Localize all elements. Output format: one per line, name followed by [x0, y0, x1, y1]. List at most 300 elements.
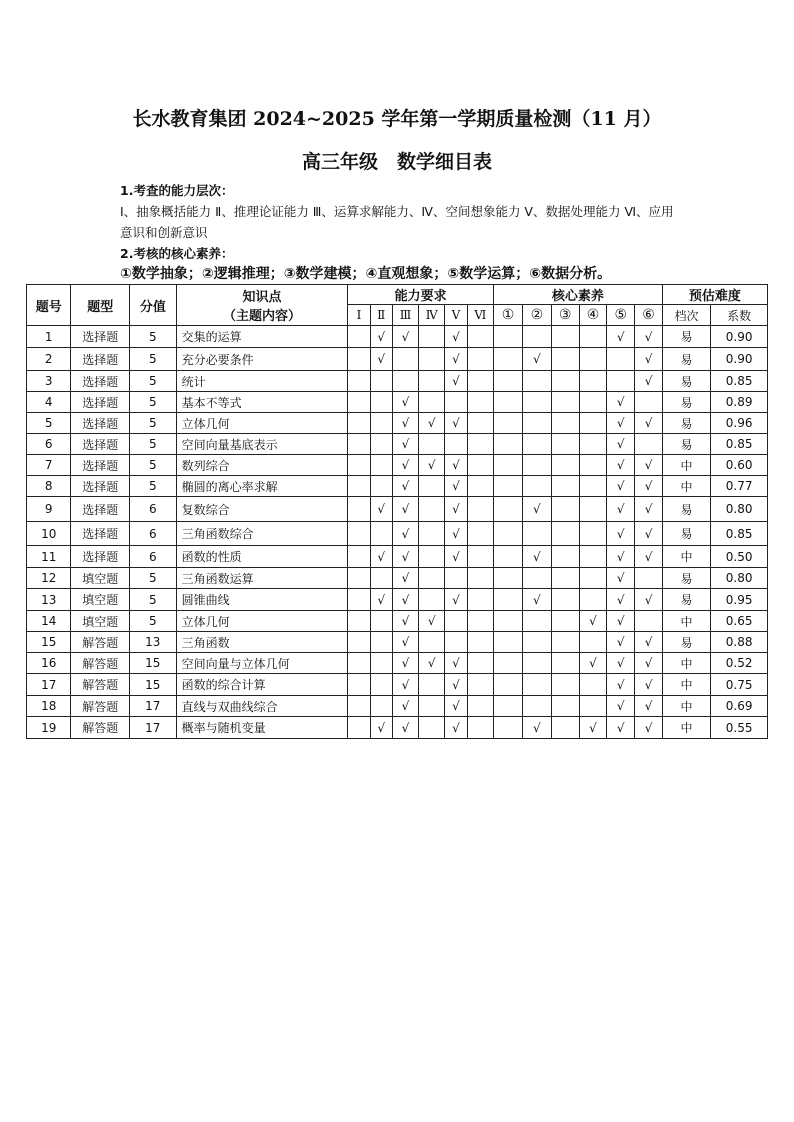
cell-ability-1: [348, 611, 370, 632]
cell-coef: 0.90: [711, 348, 768, 371]
table-row: [27, 476, 768, 497]
cell-literacy-6: √: [635, 348, 662, 371]
cell-literacy-2: [523, 455, 551, 476]
cell-literacy-4: [579, 497, 606, 522]
cell-type: 选择题: [71, 326, 130, 348]
cell-literacy-5: √: [607, 413, 635, 434]
header-literacy-2: ②: [523, 305, 551, 326]
cell-ability-1: [348, 632, 370, 653]
header-ability-4: Ⅳ: [419, 305, 445, 326]
cell-literacy-4: [579, 674, 606, 696]
cell-literacy-4: [579, 522, 606, 546]
cell-topic: 函数的性质: [176, 546, 348, 568]
table-row: [27, 674, 768, 696]
cell-level: 中: [662, 455, 711, 476]
cell-ability-1: [348, 392, 370, 413]
header-literacy-5: ⑤: [607, 305, 635, 326]
cell-coef: 0.75: [711, 674, 768, 696]
cell-literacy-2: [523, 696, 551, 717]
cell-literacy-5: √: [607, 546, 635, 568]
cell-ability-1: [348, 546, 370, 568]
cell-literacy-1: [493, 611, 522, 632]
cell-ability-3: √: [392, 717, 418, 739]
cell-literacy-6: √: [635, 696, 662, 717]
cell-type: 解答题: [71, 632, 130, 653]
cell-ability-2: √: [370, 497, 392, 522]
header-literacy: 核心素养: [493, 285, 662, 305]
cell-literacy-4: [579, 348, 606, 371]
cell-ability-4: [419, 589, 445, 611]
cell-ability-5: [445, 611, 467, 632]
cell-literacy-2: [523, 522, 551, 546]
cell-ability-1: [348, 653, 370, 674]
cell-literacy-6: √: [635, 371, 662, 392]
document-title: 长水教育集团 2024~2025 学年第一学期质量检测（11 月）: [132, 108, 662, 130]
cell-literacy-2: [523, 653, 551, 674]
cell-ability-2: [370, 674, 392, 696]
cell-ability-6: [467, 653, 493, 674]
cell-ability-3: √: [392, 476, 418, 497]
cell-literacy-2: [523, 674, 551, 696]
cell-type: 填空题: [71, 611, 130, 632]
table-row: [27, 392, 768, 413]
cell-literacy-5: √: [607, 522, 635, 546]
cell-ability-5: √: [445, 589, 467, 611]
cell-score: 5: [130, 434, 176, 455]
cell-ability-5: [445, 434, 467, 455]
header-knowledge-line1: 知识点: [242, 290, 282, 305]
cell-no: 15: [27, 632, 71, 653]
table-row: [27, 413, 768, 434]
cell-literacy-2: [523, 632, 551, 653]
cell-no: 13: [27, 589, 71, 611]
cell-ability-5: √: [445, 371, 467, 392]
cell-literacy-3: [551, 546, 579, 568]
cell-ability-4: [419, 326, 445, 348]
cell-level: 易: [662, 632, 711, 653]
cell-ability-4: √: [419, 611, 445, 632]
cell-coef: 0.55: [711, 717, 768, 739]
cell-ability-5: √: [445, 546, 467, 568]
cell-ability-2: [370, 653, 392, 674]
cell-level: 中: [662, 653, 711, 674]
cell-ability-2: [370, 371, 392, 392]
cell-no: 5: [27, 413, 71, 434]
cell-literacy-4: [579, 476, 606, 497]
cell-literacy-1: [493, 476, 522, 497]
cell-literacy-5: √: [607, 632, 635, 653]
cell-level: 易: [662, 589, 711, 611]
cell-literacy-6: [635, 434, 662, 455]
cell-ability-5: √: [445, 326, 467, 348]
cell-score: 5: [130, 392, 176, 413]
cell-literacy-3: [551, 413, 579, 434]
cell-literacy-5: √: [607, 653, 635, 674]
cell-literacy-5: √: [607, 568, 635, 589]
cell-literacy-5: √: [607, 392, 635, 413]
cell-topic: 复数综合: [176, 497, 348, 522]
cell-coef: 0.89: [711, 392, 768, 413]
cell-literacy-3: [551, 522, 579, 546]
cell-literacy-1: [493, 348, 522, 371]
cell-ability-5: [445, 632, 467, 653]
cell-score: 5: [130, 455, 176, 476]
cell-literacy-5: [607, 371, 635, 392]
cell-topic: 统计: [176, 371, 348, 392]
cell-ability-4: [419, 497, 445, 522]
cell-ability-2: √: [370, 326, 392, 348]
cell-type: 解答题: [71, 696, 130, 717]
cell-ability-1: [348, 674, 370, 696]
cell-ability-2: [370, 568, 392, 589]
cell-ability-6: [467, 611, 493, 632]
cell-topic: 空间向量与立体几何: [176, 653, 348, 674]
cell-literacy-3: [551, 674, 579, 696]
cell-ability-2: √: [370, 546, 392, 568]
cell-ability-2: [370, 455, 392, 476]
cell-score: 6: [130, 497, 176, 522]
cell-ability-4: [419, 476, 445, 497]
cell-level: 易: [662, 413, 711, 434]
cell-ability-5: √: [445, 522, 467, 546]
cell-coef: 0.85: [711, 371, 768, 392]
cell-ability-3: √: [392, 392, 418, 413]
cell-ability-3: √: [392, 326, 418, 348]
cell-no: 12: [27, 568, 71, 589]
cell-literacy-1: [493, 717, 522, 739]
cell-coef: 0.90: [711, 326, 768, 348]
cell-ability-5: √: [445, 413, 467, 434]
cell-ability-1: [348, 371, 370, 392]
cell-score: 5: [130, 348, 176, 371]
cell-literacy-4: [579, 632, 606, 653]
cell-literacy-6: √: [635, 632, 662, 653]
cell-literacy-1: [493, 326, 522, 348]
cell-literacy-1: [493, 497, 522, 522]
cell-coef: 0.65: [711, 611, 768, 632]
table-row: [27, 717, 768, 739]
cell-topic: 交集的运算: [176, 326, 348, 348]
cell-literacy-2: [523, 392, 551, 413]
cell-ability-4: [419, 371, 445, 392]
cell-literacy-5: √: [607, 497, 635, 522]
cell-ability-2: [370, 476, 392, 497]
cell-literacy-4: [579, 413, 606, 434]
cell-literacy-6: √: [635, 476, 662, 497]
cell-coef: 0.88: [711, 632, 768, 653]
specification-table: [26, 284, 768, 739]
table-row: [27, 696, 768, 717]
cell-literacy-3: [551, 476, 579, 497]
cell-level: 中: [662, 611, 711, 632]
cell-literacy-6: √: [635, 674, 662, 696]
cell-type: 填空题: [71, 568, 130, 589]
cell-no: 1: [27, 326, 71, 348]
cell-literacy-1: [493, 522, 522, 546]
cell-literacy-3: [551, 326, 579, 348]
cell-ability-3: √: [392, 696, 418, 717]
cell-literacy-5: √: [607, 696, 635, 717]
cell-literacy-4: [579, 455, 606, 476]
cell-literacy-1: [493, 653, 522, 674]
cell-literacy-3: [551, 434, 579, 455]
cell-ability-4: [419, 717, 445, 739]
cell-no: 14: [27, 611, 71, 632]
cell-literacy-1: [493, 589, 522, 611]
cell-literacy-5: √: [607, 476, 635, 497]
cell-coef: 0.77: [711, 476, 768, 497]
cell-score: 13: [130, 632, 176, 653]
cell-ability-3: √: [392, 522, 418, 546]
cell-ability-2: √: [370, 348, 392, 371]
cell-literacy-1: [493, 546, 522, 568]
cell-type: 解答题: [71, 653, 130, 674]
cell-literacy-1: [493, 696, 522, 717]
cell-ability-6: [467, 326, 493, 348]
cell-ability-5: [445, 568, 467, 589]
cell-literacy-2: √: [523, 497, 551, 522]
cell-ability-6: [467, 674, 493, 696]
cell-ability-5: √: [445, 476, 467, 497]
cell-topic: 基本不等式: [176, 392, 348, 413]
cell-no: 7: [27, 455, 71, 476]
header-ability: 能力要求: [348, 285, 494, 305]
cell-ability-2: [370, 413, 392, 434]
cell-no: 10: [27, 522, 71, 546]
header-coef: 系数: [711, 305, 768, 326]
cell-ability-1: [348, 717, 370, 739]
header-ability-3: Ⅲ: [392, 305, 418, 326]
cell-ability-1: [348, 696, 370, 717]
cell-literacy-5: √: [607, 674, 635, 696]
cell-topic: 椭圆的离心率求解: [176, 476, 348, 497]
cell-ability-6: [467, 348, 493, 371]
table-row: [27, 326, 768, 348]
cell-literacy-2: [523, 611, 551, 632]
cell-type: 解答题: [71, 674, 130, 696]
cell-literacy-3: [551, 455, 579, 476]
header-literacy-3: ③: [551, 305, 579, 326]
cell-ability-6: [467, 568, 493, 589]
cell-type: 选择题: [71, 348, 130, 371]
cell-score: 5: [130, 371, 176, 392]
cell-ability-5: √: [445, 674, 467, 696]
cell-literacy-2: √: [523, 348, 551, 371]
cell-literacy-3: [551, 497, 579, 522]
cell-type: 选择题: [71, 522, 130, 546]
cell-literacy-3: [551, 653, 579, 674]
cell-ability-3: [392, 371, 418, 392]
cell-ability-6: [467, 413, 493, 434]
cell-literacy-2: [523, 568, 551, 589]
cell-literacy-2: [523, 326, 551, 348]
cell-literacy-6: √: [635, 326, 662, 348]
table-row: [27, 455, 768, 476]
cell-ability-6: [467, 455, 493, 476]
cell-ability-6: [467, 589, 493, 611]
cell-topic: 圆锥曲线: [176, 589, 348, 611]
cell-literacy-3: [551, 611, 579, 632]
cell-literacy-6: [635, 611, 662, 632]
cell-ability-4: [419, 696, 445, 717]
cell-literacy-2: [523, 371, 551, 392]
cell-type: 选择题: [71, 413, 130, 434]
cell-literacy-6: √: [635, 522, 662, 546]
header-ability-6: Ⅵ: [467, 305, 493, 326]
cell-literacy-1: [493, 632, 522, 653]
cell-score: 6: [130, 546, 176, 568]
cell-ability-2: [370, 632, 392, 653]
table-body: [27, 326, 768, 739]
cell-topic: 直线与双曲线综合: [176, 696, 348, 717]
cell-ability-3: √: [392, 632, 418, 653]
cell-literacy-3: [551, 589, 579, 611]
cell-literacy-6: √: [635, 717, 662, 739]
cell-ability-4: √: [419, 413, 445, 434]
cell-literacy-3: [551, 717, 579, 739]
cell-ability-5: √: [445, 717, 467, 739]
cell-literacy-2: [523, 413, 551, 434]
cell-topic: 空间向量基底表示: [176, 434, 348, 455]
cell-ability-6: [467, 696, 493, 717]
cell-level: 中: [662, 674, 711, 696]
cell-score: 5: [130, 589, 176, 611]
cell-score: 6: [130, 522, 176, 546]
cell-ability-2: [370, 611, 392, 632]
cell-ability-5: √: [445, 653, 467, 674]
cell-ability-4: [419, 348, 445, 371]
cell-literacy-6: √: [635, 497, 662, 522]
cell-literacy-6: √: [635, 455, 662, 476]
cell-no: 2: [27, 348, 71, 371]
cell-level: 易: [662, 497, 711, 522]
cell-ability-3: √: [392, 455, 418, 476]
table-row: [27, 434, 768, 455]
cell-no: 19: [27, 717, 71, 739]
cell-type: 解答题: [71, 717, 130, 739]
cell-ability-3: √: [392, 497, 418, 522]
cell-topic: 立体几何: [176, 413, 348, 434]
cell-ability-1: [348, 434, 370, 455]
table-row: [27, 653, 768, 674]
ability-levels-heading: 1.考查的能力层次：: [120, 183, 234, 198]
cell-ability-6: [467, 522, 493, 546]
cell-no: 8: [27, 476, 71, 497]
cell-literacy-3: [551, 371, 579, 392]
cell-ability-4: [419, 522, 445, 546]
cell-ability-4: [419, 568, 445, 589]
cell-topic: 数列综合: [176, 455, 348, 476]
cell-coef: 0.80: [711, 568, 768, 589]
cell-no: 16: [27, 653, 71, 674]
cell-ability-4: √: [419, 455, 445, 476]
cell-ability-5: [445, 392, 467, 413]
cell-score: 17: [130, 717, 176, 739]
header-knowledge: [176, 285, 348, 326]
document-subtitle: 高三年级 数学细目表: [301, 151, 492, 173]
cell-no: 18: [27, 696, 71, 717]
cell-literacy-2: [523, 434, 551, 455]
cell-literacy-1: [493, 674, 522, 696]
cell-coef: 0.60: [711, 455, 768, 476]
cell-no: 3: [27, 371, 71, 392]
cell-ability-3: [392, 348, 418, 371]
table-row: [27, 632, 768, 653]
header-literacy-6: ⑥: [635, 305, 662, 326]
cell-literacy-4: [579, 568, 606, 589]
table-row: [27, 348, 768, 371]
cell-ability-6: [467, 392, 493, 413]
table-row: [27, 611, 768, 632]
cell-literacy-4: √: [579, 611, 606, 632]
cell-level: 中: [662, 546, 711, 568]
cell-literacy-5: [607, 348, 635, 371]
cell-ability-1: [348, 455, 370, 476]
cell-level: 易: [662, 348, 711, 371]
cell-literacy-3: [551, 348, 579, 371]
cell-ability-3: √: [392, 568, 418, 589]
cell-score: 5: [130, 476, 176, 497]
cell-level: 易: [662, 522, 711, 546]
cell-literacy-4: [579, 589, 606, 611]
cell-ability-1: [348, 326, 370, 348]
header-score: 分值: [130, 285, 176, 326]
cell-level: 易: [662, 326, 711, 348]
cell-type: 填空题: [71, 589, 130, 611]
cell-coef: 0.85: [711, 522, 768, 546]
cell-ability-3: √: [392, 589, 418, 611]
cell-score: 15: [130, 674, 176, 696]
cell-ability-3: √: [392, 611, 418, 632]
cell-ability-5: √: [445, 455, 467, 476]
cell-ability-6: [467, 497, 493, 522]
header-no: 题号: [27, 285, 71, 326]
cell-topic: 函数的综合计算: [176, 674, 348, 696]
cell-ability-1: [348, 568, 370, 589]
cell-level: 易: [662, 371, 711, 392]
cell-literacy-6: √: [635, 413, 662, 434]
cell-literacy-5: √: [607, 589, 635, 611]
cell-ability-6: [467, 476, 493, 497]
header-level: 档次: [662, 305, 711, 326]
table-row: [27, 568, 768, 589]
cell-ability-1: [348, 497, 370, 522]
header-difficulty: 预估难度: [662, 285, 767, 305]
cell-topic: 三角函数: [176, 632, 348, 653]
cell-type: 选择题: [71, 434, 130, 455]
cell-literacy-6: √: [635, 589, 662, 611]
table-row: [27, 522, 768, 546]
cell-no: 17: [27, 674, 71, 696]
core-literacy-heading: 2.考核的核心素养：: [120, 246, 234, 261]
cell-literacy-4: √: [579, 717, 606, 739]
cell-literacy-4: [579, 392, 606, 413]
table-row: [27, 546, 768, 568]
cell-coef: 0.50: [711, 546, 768, 568]
cell-literacy-4: [579, 434, 606, 455]
cell-level: 易: [662, 568, 711, 589]
cell-type: 选择题: [71, 371, 130, 392]
cell-level: 易: [662, 392, 711, 413]
header-knowledge-line2: （主题内容）: [222, 309, 301, 324]
cell-type: 选择题: [71, 476, 130, 497]
cell-topic: 三角函数运算: [176, 568, 348, 589]
cell-topic: 充分必要条件: [176, 348, 348, 371]
cell-coef: 0.85: [711, 434, 768, 455]
cell-ability-4: [419, 546, 445, 568]
cell-ability-4: [419, 392, 445, 413]
cell-literacy-4: [579, 326, 606, 348]
